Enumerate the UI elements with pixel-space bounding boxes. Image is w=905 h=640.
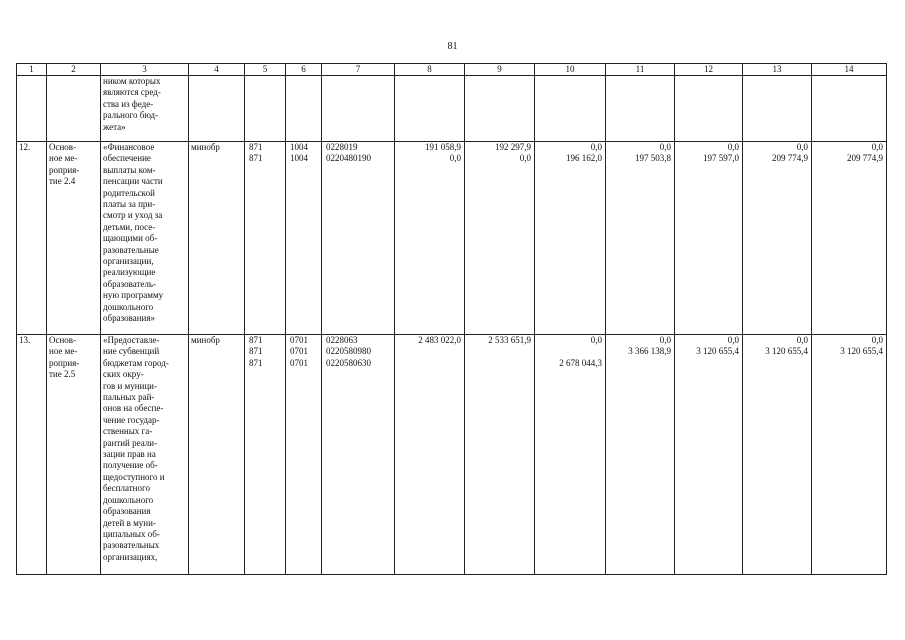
cell-line: организации, bbox=[103, 256, 154, 267]
cell-line: 0,0 bbox=[449, 153, 461, 164]
column-header: 14 bbox=[812, 64, 887, 76]
col14-cell bbox=[812, 335, 887, 575]
cell-line: 3 120 655,4 bbox=[696, 346, 739, 357]
col12-cell bbox=[675, 335, 743, 575]
col12-cell bbox=[675, 142, 743, 335]
col6-cell bbox=[286, 335, 322, 575]
cell-line: зации прав на bbox=[103, 449, 156, 460]
measure-type bbox=[47, 335, 101, 575]
column-header: 8 bbox=[395, 64, 465, 76]
cell-line: 0,0 bbox=[871, 142, 883, 152]
cell-line: щедоступного и bbox=[103, 471, 165, 482]
col9-cell bbox=[465, 335, 535, 575]
col5-cell bbox=[245, 142, 286, 335]
cell-line: 197 503,8 bbox=[635, 153, 671, 164]
col9-cell bbox=[465, 142, 535, 335]
row-number: 13. bbox=[17, 335, 47, 575]
measure-description bbox=[101, 335, 189, 575]
table-row bbox=[17, 335, 887, 575]
cell-line: 0,0 bbox=[796, 142, 808, 152]
cell-line: дошкольного bbox=[103, 301, 154, 312]
cell-line bbox=[745, 358, 808, 369]
measure-type bbox=[47, 142, 101, 335]
cell-line: Основ- bbox=[49, 142, 77, 152]
col5-cell bbox=[245, 335, 286, 575]
cell-line: 871 bbox=[249, 335, 263, 345]
cell-line: рального бюд- bbox=[103, 110, 159, 121]
cell-line: реализующие bbox=[103, 267, 156, 278]
continuation-row bbox=[17, 76, 887, 142]
cell-line: детей в муни- bbox=[103, 517, 156, 528]
cell-line: бюджетам город- bbox=[103, 357, 169, 368]
column-header: 5 bbox=[245, 64, 286, 76]
cell-line bbox=[397, 346, 461, 357]
cell-line: ное ме- bbox=[49, 346, 78, 357]
cell-line: разовательные bbox=[103, 244, 159, 255]
cell-line: 0701 bbox=[290, 357, 308, 368]
executor: минобр bbox=[189, 335, 245, 575]
cell-line: пальных рай- bbox=[103, 392, 155, 403]
column-header: 13 bbox=[743, 64, 812, 76]
column-number-row bbox=[17, 64, 887, 76]
col7-cell bbox=[322, 335, 395, 575]
cell-line: чение государ- bbox=[103, 414, 160, 425]
column-header: 3 bbox=[101, 64, 189, 76]
cell-line: 871 bbox=[249, 153, 263, 164]
cell-line: 196 162,0 bbox=[566, 153, 602, 164]
cell-line: 0220580630 bbox=[326, 357, 371, 368]
cell-line: образования» bbox=[103, 313, 155, 324]
cell-line: ства из феде- bbox=[103, 98, 154, 109]
cell-line: ципальных об- bbox=[103, 528, 160, 539]
cell-line: детьми, посе- bbox=[103, 221, 156, 232]
column-header: 4 bbox=[189, 64, 245, 76]
cell-line bbox=[467, 358, 531, 369]
col13-cell bbox=[743, 335, 812, 575]
cell-line: 209 774,9 bbox=[847, 153, 883, 164]
cell-line: Основ- bbox=[49, 335, 77, 345]
cell-line: тие 2.5 bbox=[49, 369, 76, 380]
cell-line: 0,0 bbox=[659, 335, 671, 345]
col13-cell bbox=[743, 142, 812, 335]
cell-line: 3 120 655,4 bbox=[840, 346, 883, 357]
cell-line: онов на обеспе- bbox=[103, 403, 164, 414]
col6-cell bbox=[286, 142, 322, 335]
cell-line: 0,0 bbox=[590, 142, 602, 152]
cell-line: 0,0 bbox=[590, 335, 602, 345]
cell-line: ную программу bbox=[103, 290, 164, 301]
cell-line: 0228063 bbox=[326, 335, 358, 345]
continuation-text bbox=[101, 76, 189, 142]
row-number: 12. bbox=[17, 142, 47, 335]
cell-line: 0,0 bbox=[727, 335, 739, 345]
cell-line bbox=[608, 358, 671, 369]
col10-cell bbox=[535, 142, 606, 335]
cell-line bbox=[814, 358, 883, 369]
cell-line: платы за при- bbox=[103, 199, 156, 210]
cell-line: ственных га- bbox=[103, 426, 153, 437]
budget-table bbox=[16, 63, 887, 575]
column-header: 9 bbox=[465, 64, 535, 76]
cell-line: роприя- bbox=[49, 164, 80, 175]
cell-line bbox=[677, 358, 739, 369]
cell-line: 0228019 bbox=[326, 142, 358, 152]
cell-line: образования bbox=[103, 506, 151, 517]
column-header: 11 bbox=[606, 64, 675, 76]
cell-line: получение об- bbox=[103, 460, 158, 471]
cell-line: 2 483 022,0 bbox=[418, 335, 461, 345]
column-header: 1 bbox=[17, 64, 47, 76]
cell-line: организациях, bbox=[103, 551, 158, 562]
cell-line: 209 774,9 bbox=[772, 153, 808, 164]
cell-line: рантий реали- bbox=[103, 437, 158, 448]
cell-line bbox=[397, 358, 461, 369]
cell-line: ских окру- bbox=[103, 369, 144, 380]
cell-line: «Предоставле- bbox=[103, 335, 160, 345]
cell-line: являются сред- bbox=[103, 87, 161, 98]
cell-line: 3 366 138,9 bbox=[628, 346, 671, 357]
cell-line: 197 597,0 bbox=[703, 153, 739, 164]
cell-line: 1004 bbox=[290, 142, 308, 152]
cell-line: выплаты ком- bbox=[103, 164, 156, 175]
cell-line: 1004 bbox=[290, 153, 308, 164]
cell-line: роприя- bbox=[49, 357, 80, 368]
cell-line: ником которых bbox=[103, 76, 161, 86]
cell-line: щающими об- bbox=[103, 233, 158, 244]
cell-line: родительской bbox=[103, 187, 155, 198]
cell-line: 871 bbox=[249, 142, 263, 152]
cell-line: тие 2.4 bbox=[49, 176, 76, 187]
measure-description bbox=[101, 142, 189, 335]
cell-line: 0701 bbox=[290, 346, 308, 357]
column-header: 2 bbox=[47, 64, 101, 76]
cell-line: обеспечение bbox=[103, 153, 151, 164]
col14-cell bbox=[812, 142, 887, 335]
col11-cell bbox=[606, 335, 675, 575]
cell-line: ние субвенций bbox=[103, 346, 160, 357]
col8-cell bbox=[395, 142, 465, 335]
cell-line: ное ме- bbox=[49, 153, 78, 164]
cell-line: разовательных bbox=[103, 540, 160, 551]
cell-line: 2 678 044,3 bbox=[559, 357, 602, 368]
cell-line: 0,0 bbox=[871, 335, 883, 345]
cell-line: 0701 bbox=[290, 335, 308, 345]
cell-line: гов и муници- bbox=[103, 380, 157, 391]
page-number: 81 bbox=[447, 41, 458, 52]
cell-line: 0,0 bbox=[519, 153, 531, 164]
column-header: 6 bbox=[286, 64, 322, 76]
cell-line: смотр и уход за bbox=[103, 210, 163, 221]
cell-line: «Финансовое bbox=[103, 142, 155, 152]
col8-cell bbox=[395, 335, 465, 575]
col10-cell bbox=[535, 335, 606, 575]
cell-line: образователь- bbox=[103, 278, 156, 289]
cell-line: 0220480190 bbox=[326, 153, 371, 164]
cell-line: 192 297,9 bbox=[495, 142, 531, 152]
cell-line: 0,0 bbox=[796, 335, 808, 345]
cell-line: бесплатного bbox=[103, 483, 150, 494]
cell-line bbox=[537, 346, 602, 357]
cell-line bbox=[467, 346, 531, 357]
column-header: 7 bbox=[322, 64, 395, 76]
table-row bbox=[17, 142, 887, 335]
cell-line: 0,0 bbox=[659, 142, 671, 152]
column-header: 10 bbox=[535, 64, 606, 76]
cell-line: 871 bbox=[249, 357, 263, 368]
col7-cell bbox=[322, 142, 395, 335]
cell-line: дошкольного bbox=[103, 494, 154, 505]
column-header: 12 bbox=[675, 64, 743, 76]
col11-cell bbox=[606, 142, 675, 335]
cell-line: 0,0 bbox=[727, 142, 739, 152]
cell-line: 191 058,9 bbox=[425, 142, 461, 152]
cell-line: 2 533 651,9 bbox=[488, 335, 531, 345]
cell-line: жета» bbox=[103, 121, 126, 132]
cell-line: 3 120 655,4 bbox=[765, 346, 808, 357]
executor: минобр bbox=[189, 142, 245, 335]
cell-line: 871 bbox=[249, 346, 263, 357]
cell-line: пенсации части bbox=[103, 176, 163, 187]
cell-line: 0220580980 bbox=[326, 346, 371, 357]
